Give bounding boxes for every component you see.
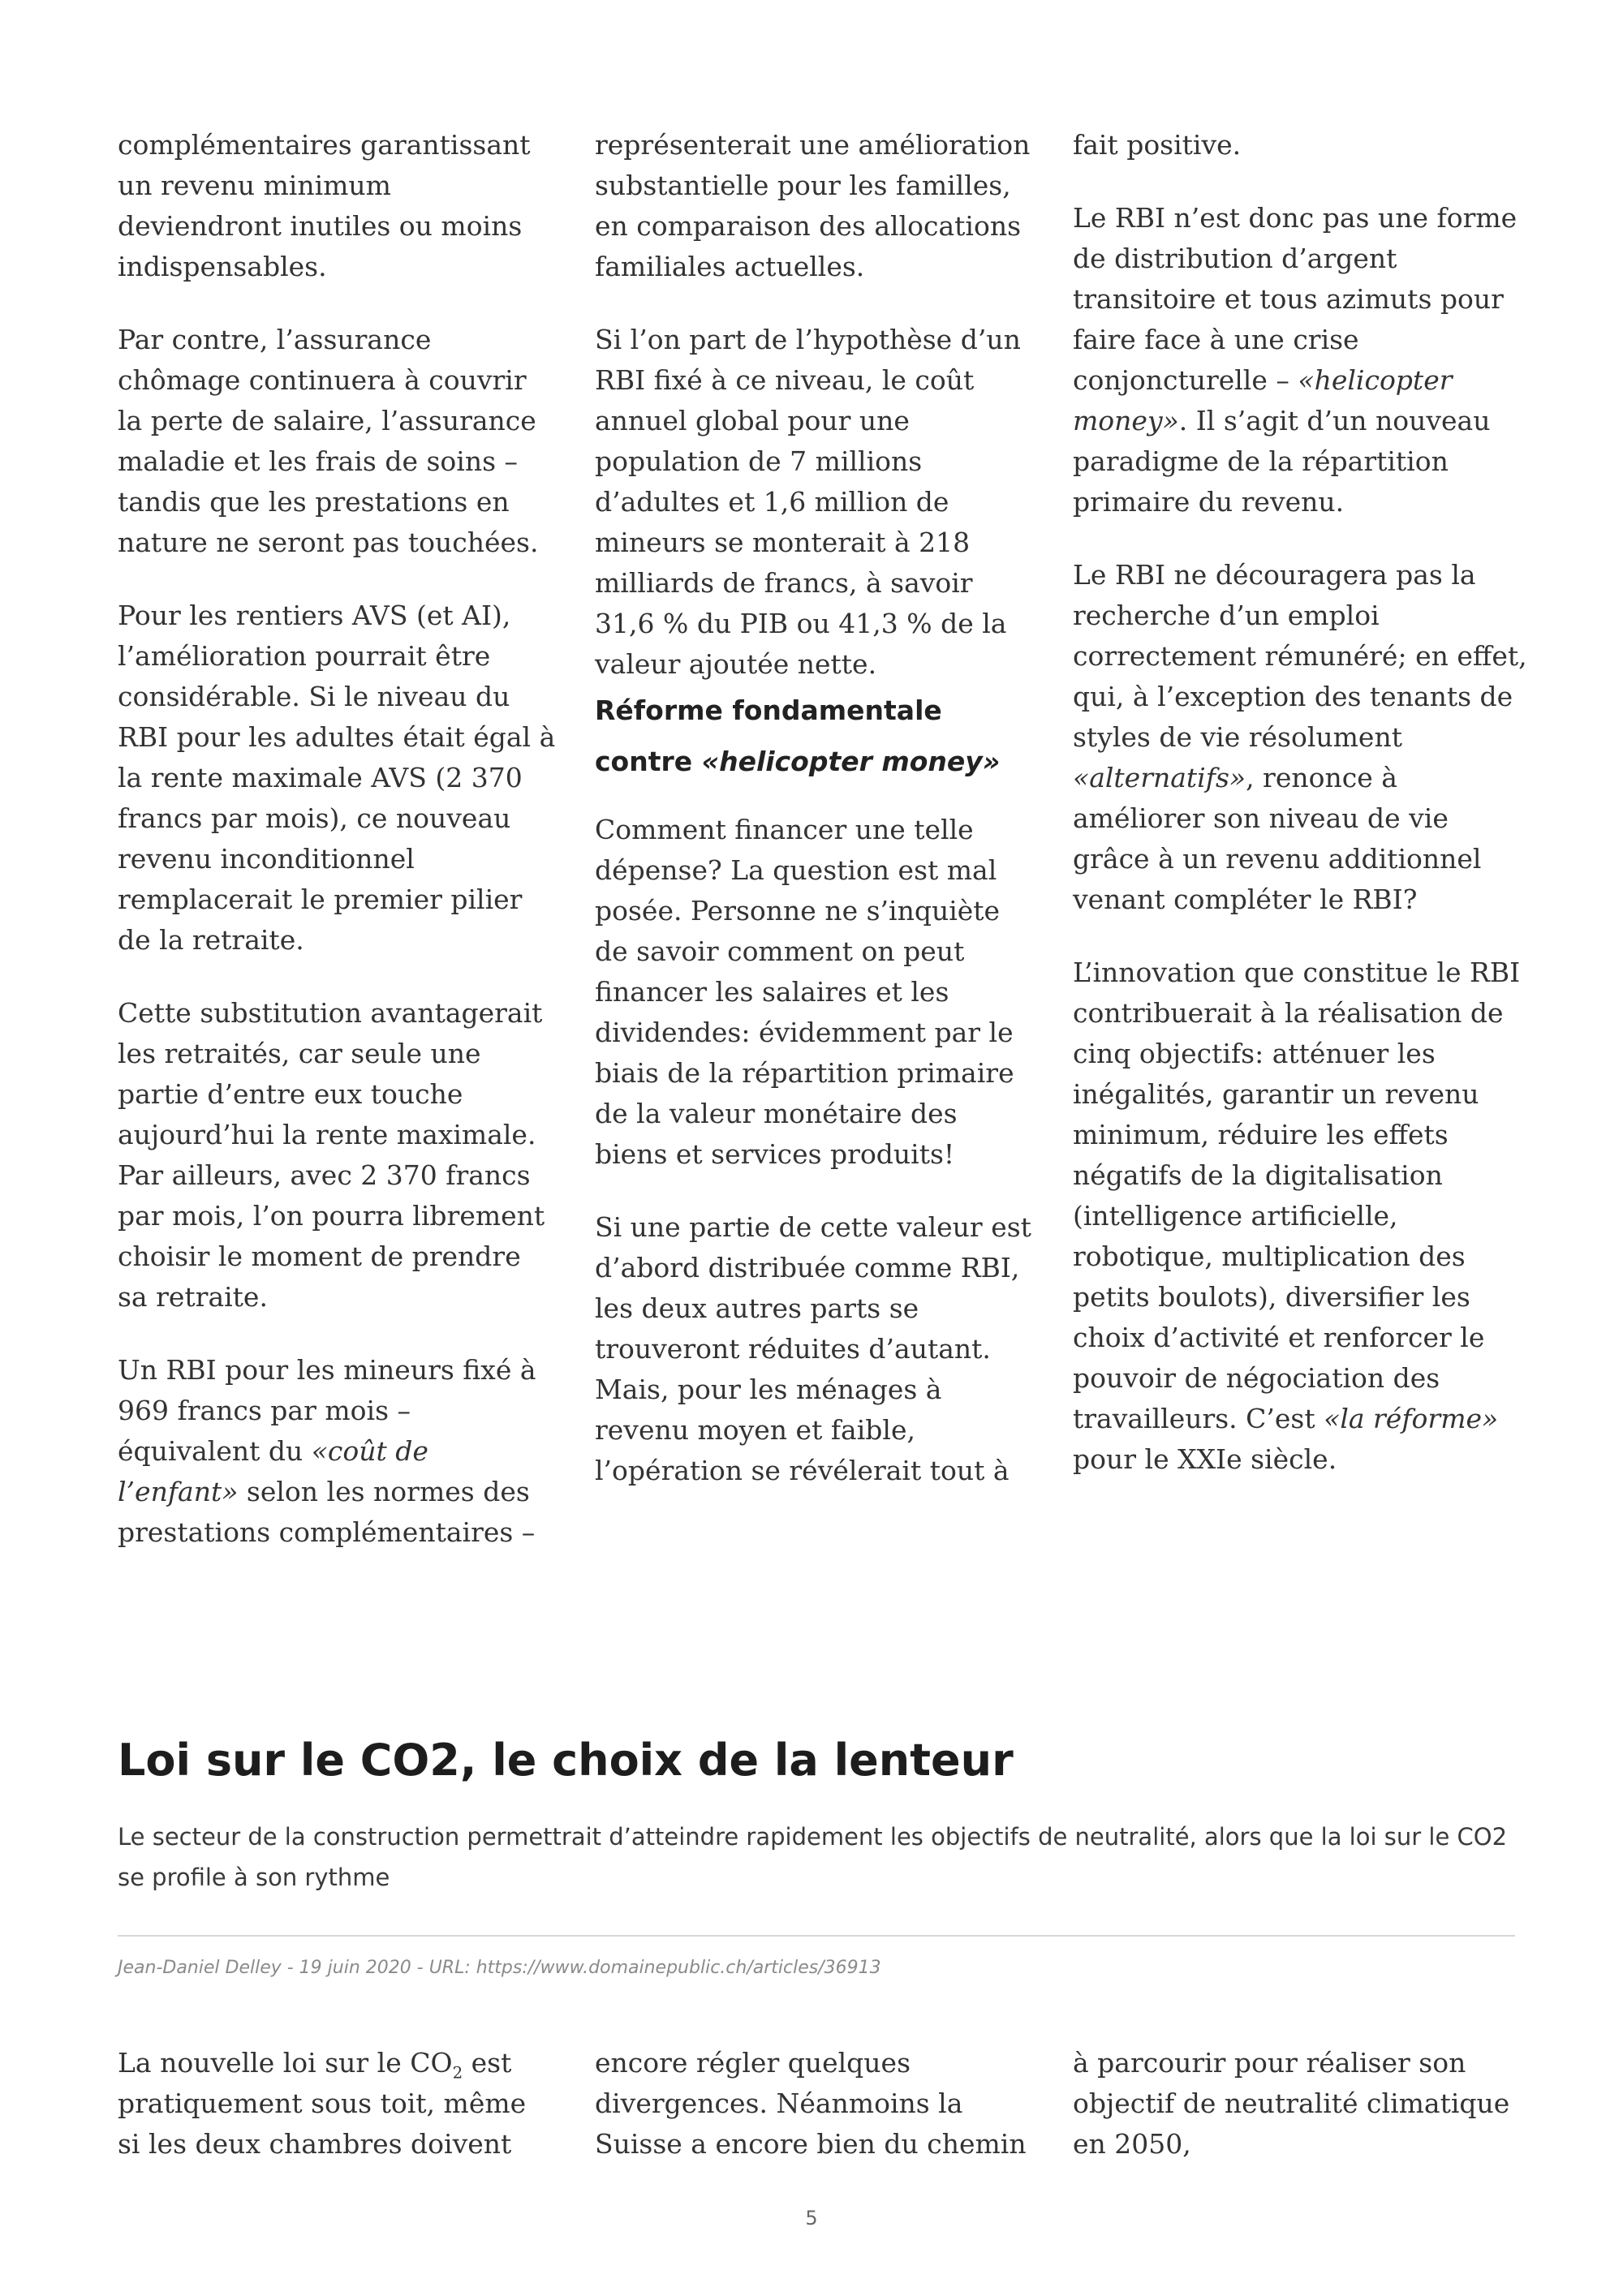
text-run: L’innovation que constitue le RBI contribuerait à la réalisation de cinq objectifs: atténuer les inégalités, garantir un revenu minimum, réduire les effets négatifs de la digitalisation (intelligence artificielle, robotique, multiplication des petits boulots), diversifier les choix d’activité et renforcer le pouvoir de négociation des travailleurs. C’est bbox=[1073, 957, 1521, 1434]
paragraph: Pour les rentiers AVS (et AI), l’amélioration pourrait être considérable. Si le niveau du RBI pour les adultes était égal à la rente maximale AVS (2 370 francs par mois), ce nouveau revenu inconditionnel remplacerait le premier pilier de la retraite. bbox=[118, 600, 556, 956]
divider bbox=[118, 1935, 1515, 1937]
article-byline: Jean-Daniel Delley - 19 juin 2020 - URL: https://www.domainepublic.ch/articles/36913 bbox=[118, 1958, 881, 1978]
text-run: Le RBI n’est donc pas une forme de distribution d’argent transitoire et tous azimuts pour faire face à une crise conjoncturelle – bbox=[1073, 202, 1518, 396]
subheading-line: Réforme fondamentale bbox=[595, 694, 942, 726]
italic-quote: «alternatifs» bbox=[1073, 762, 1246, 793]
paragraph bbox=[1073, 952, 1527, 1480]
article-body-column-2: encore régler quelques divergences. Néanmoins la Suisse a encore bien du chemin bbox=[595, 2047, 1027, 2160]
text-run: Le RBI ne découragera pas la recherche d’un emploi correctement rémunéré; en effet, qui, à l’exception des tenants de styles de vie résolument bbox=[1073, 559, 1527, 753]
text-run: est pratiquement sous toit, même si les deux chambres doivent bbox=[118, 2047, 527, 2160]
article-lead: Le secteur de la construction permettrait d’atteindre rapidement les objectifs de neutralité, alors que la loi sur le CO2 se profile à son rythme bbox=[118, 1823, 1508, 1891]
text-column-3 bbox=[1073, 125, 1527, 1480]
text-run: La nouvelle loi sur le CO bbox=[118, 2047, 453, 2079]
text-run: , renonce à améliorer son niveau de vie grâce à un revenu additionnel venant compléter le RBI? bbox=[1073, 762, 1482, 915]
paragraph: Cette substitution avantagerait les retraités, car seule une partie d’entre eux touche aujourd’hui la rente maximale. Par ailleurs, avec 2 370 francs par mois, l’on pourra librement choisir le moment de prendre sa retraite. bbox=[118, 997, 545, 1313]
italic-quote: «la réforme» bbox=[1324, 1403, 1499, 1434]
page-number: 5 bbox=[805, 2207, 818, 2229]
section-subheading bbox=[595, 685, 1033, 787]
paragraph: fait positive. bbox=[1073, 129, 1242, 161]
paragraph bbox=[1073, 198, 1527, 522]
paragraph bbox=[1073, 555, 1527, 920]
text-column-2 bbox=[595, 125, 1033, 1491]
text-run: pour le XXIe siècle. bbox=[1073, 1443, 1337, 1475]
text-run: selon les normes des prestations complémentaires – bbox=[118, 1476, 536, 1548]
paragraph: Comment financer une telle dépense? La question est mal posée. Personne ne s’inquiète de savoir comment on peut financer les salaires et les dividendes: évidemment par le biais de la répartition primaire de la valeur monétaire des biens et services produits! bbox=[595, 814, 1014, 1170]
italic-quote: «helicopter money» bbox=[1073, 364, 1453, 436]
paragraph: Si l’on part de l’hypothèse d’un RBI fixé à ce niveau, le coût annuel global pour une population de 7 millions d’adultes et 1,6 million de mineurs se monterait à 218 milliards de francs, à savoir 31,6 % du PIB ou 41,3 % de la valeur ajoutée nette. bbox=[595, 324, 1021, 680]
text-run: Un RBI pour les mineurs fixé à 969 francs par mois – équivalent du bbox=[118, 1354, 536, 1467]
paragraph: Si une partie de cette valeur est d’abord distribuée comme RBI, les deux autres parts se trouveront réduites d’autant. Mais, pour les ménages à revenu moyen et faible, l’opération se révélerait tout à bbox=[595, 1211, 1031, 1486]
italic-quote: «helicopter money» bbox=[701, 746, 1001, 777]
paragraph: Par contre, l’assurance chômage continuera à couvrir la perte de salaire, l’assurance maladie et les frais de soins – tandis que les prestations en nature ne seront pas touchées. bbox=[118, 324, 539, 558]
paragraph: représenterait une amélioration substantielle pour les familles, en comparaison des allocations familiales actuelles. bbox=[595, 129, 1031, 282]
article-body-column-1 bbox=[118, 2043, 556, 2165]
text-column-1 bbox=[118, 125, 556, 1553]
text-run: . Il s’agit d’un nouveau paradigme de la répartition primaire du revenu. bbox=[1073, 405, 1491, 518]
article-title: Loi sur le CO2, le choix de la lenteur bbox=[118, 1735, 1014, 1786]
subheading-line: contre bbox=[595, 746, 702, 777]
article-body-column-3: à parcourir pour réaliser son objectif de neutralité climatique en 2050, bbox=[1073, 2047, 1510, 2160]
paragraph: complémentaires garantissant un revenu minimum deviendront inutiles ou moins indispensables. bbox=[118, 129, 531, 282]
subscript: 2 bbox=[452, 2063, 463, 2083]
paragraph bbox=[118, 1350, 556, 1553]
italic-quote: «coût de l’enfant» bbox=[118, 1435, 428, 1507]
